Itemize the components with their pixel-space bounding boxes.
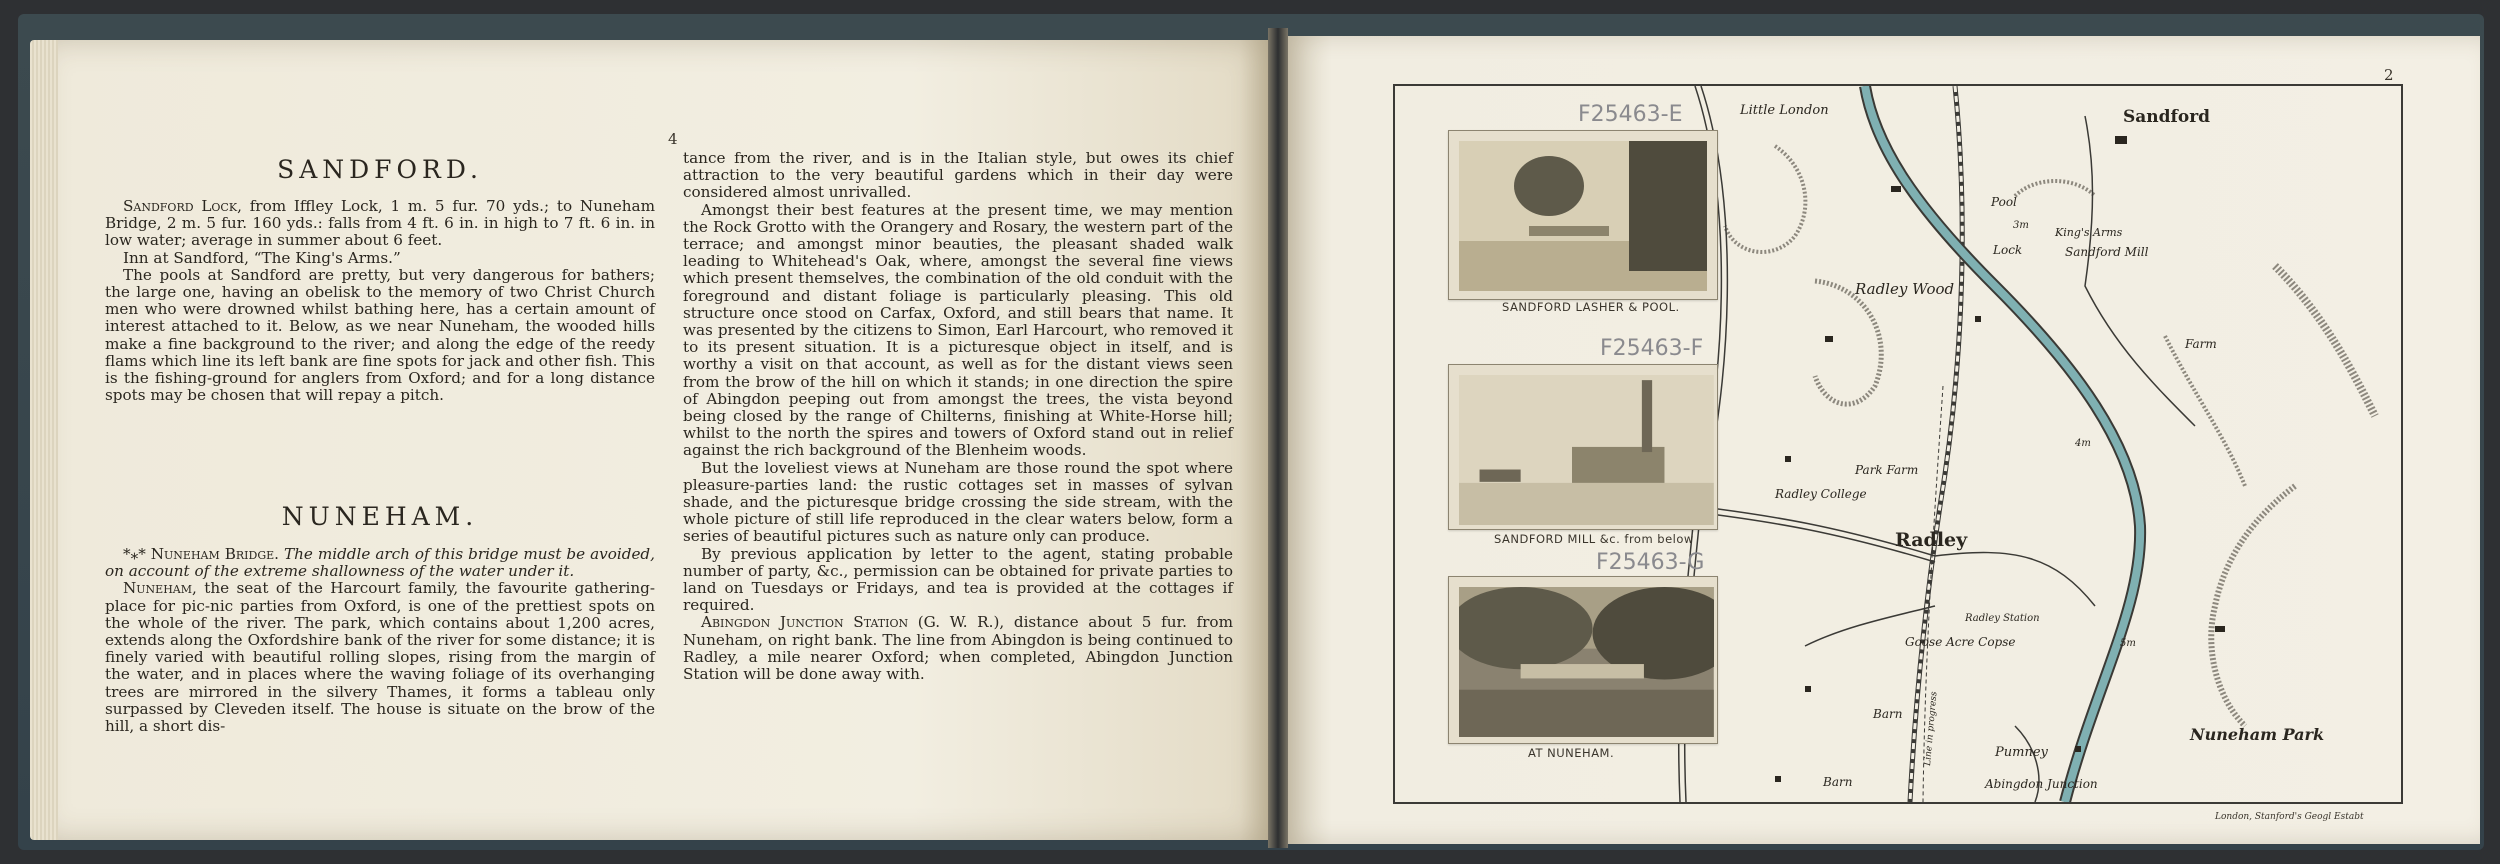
sandford-pools-text: The pools at Sandford are pretty, but very dangerous for bathers; the large one, having an obelisk to the memory of two Christ Church men who were drowned whilst bathing here, has a certain amount of interest attached to it. Below, as we near Nuneham, the wooded hills make a fine background to the river; and along the edge of the reedy flams which line its left bank are fine spots for jack and other fish. This is the fishing-ground for anglers from Oxford; and for a long distance spots may be chosen that will repay a pitch.: [105, 265, 655, 405]
permission-text: By previous application by letter to the agent, stating probable number of party, &c., permission can be obtained for private parties to land on Tuesdays or Fridays, and tea is provided at the cottages if required.: [683, 544, 1233, 615]
pencil-note-3: F25463-G: [1596, 550, 1705, 575]
nuneham-description: , the seat of the Harcourt family, the favourite gathering-place for pic-nic parties from Oxford, is one of the prettiest spots on the whole of the river. The park, which contains about 1,200 acres, extends along the Oxfordshire bank of the river for some distance; it is finely varied with beautiful rolling slopes, rising from the margin of the water, and in places where the waving foliage of its overhanging trees are mirrored in the silvery Thames, it forms a tableau only surpassed by Cleveden itself. The house is situate on the brow of the hill, a short dis-: [105, 579, 655, 736]
sandford-lock-text: , from Iffley Lock, 1 m. 5 fur. 70 yds.; to Nuneham Bridge, 2 m. 5 fur. 160 yds.: falls from 4 ft. 6 in. in high to 7 ft. 6 in. in low water; average in summer about 6 feet.: [105, 197, 655, 250]
map-label-barn-1: Barn: [1873, 707, 1903, 721]
nuneham-bridge-note: The middle arch of this bridge must be avoided, on account of the extreme shallowness of the water under it.: [105, 545, 655, 581]
heading-sandford: SANDFORD.: [277, 155, 483, 184]
photo-at-nuneham: [1448, 576, 1718, 744]
pencil-note-2: F25463-F: [1600, 336, 1704, 361]
map-label-radley-wood: Radley Wood: [1855, 280, 1955, 298]
heading-nuneham: NUNEHAM.: [281, 502, 479, 531]
sandford-inn-text: Inn at Sandford, “The King's Arms.”: [123, 248, 401, 267]
photo-sandford-lasher-image: [1459, 141, 1707, 291]
map-label-pumney: Pumney: [1995, 745, 2048, 760]
features-text: Amongst their best features at the present time, we may mention the Rock Grotto with the Orangery and Rosary, the western part of the terrace; and amongst minor beauties, the pleasant shaded walk leading to Whitehead's Oak, where, amongst the several fine views which present themselves, the combination of the old conduit with the foreground and distant foliage is particularly pleasing. This old structure once stood on Carfax, Oxford, and still bears that name. It was presented by the citizens to Simon, Earl Harcourt, who removed it to its present situation. It is a picturesque object in itself, and is worthy a visit on that account, as well as for the distant views seen from the brow of the hill on which it stands; in one direction the spire of Abingdon peeping out from amongst the trees, the vista beyond being closed by the range of Chilterns, finishing at White-Horse hill; whilst to the north the spires and towers of Oxford stand out in relief against the rich background of the Blenheim woods.: [683, 200, 1233, 460]
gardens-text: tance from the river, and is in the Italian style, but owes its chief attraction to the very beautiful gardens which in their day were considered almost unrivalled.: [683, 149, 1233, 202]
photo-sandford-mill: [1448, 364, 1718, 530]
map-label-park-farm: Park Farm: [1855, 463, 1919, 477]
map-label-sandford-mill: Sandford Mill: [2065, 245, 2149, 259]
map-label-5m: 5m: [2120, 638, 2136, 649]
map-label-radley-station: Radley Station: [1965, 613, 2040, 624]
map-label-3m: 3m: [2013, 220, 2029, 231]
book-gutter: [1268, 28, 1288, 848]
photo-at-nuneham-image: [1459, 587, 1714, 737]
station-text: (G. W. R.), distance about 5 fur. from Nuneham, on right bank. The line from Abingdon is being continued to Radley, a mile nearer Oxford; when completed, Abingdon Junction Station will be done away with.: [683, 613, 1233, 684]
map-imprint: London, Stanford's Geogl Estabt: [2215, 812, 2364, 822]
map-label-lock: Lock: [1993, 243, 2023, 257]
map-label-kings-arms: King's Arms: [2055, 226, 2123, 239]
sandford-lock-label: Sandford Lock: [123, 197, 238, 215]
map-label-barn-2: Barn: [1823, 775, 1853, 789]
left-page-number: 4: [668, 130, 678, 148]
right-page-number: 2: [2384, 66, 2394, 84]
map-label-nuneham-park: Nuneham Park: [2190, 725, 2325, 744]
nuneham-text: [105, 546, 655, 735]
pencil-note-1: F25463-E: [1578, 102, 1683, 127]
photo-sandford-mill-image: [1459, 375, 1714, 525]
nuneham-continued-text: [683, 150, 1233, 683]
map-label-4m: 4m: [2075, 438, 2091, 449]
station-label: Abingdon Junction Station: [701, 613, 909, 632]
map-label-radley: Radley: [1895, 529, 1968, 551]
caption-sandford-mill: SANDFORD MILL &c. from below: [1494, 532, 1694, 546]
views-text: But the loveliest views at Nuneham are those round the spot where pleasure-parties land: the rustic cottages set in masses of sylvan shade, and the picturesque bridge crossing the side stream, with the whole picture of still life reproduced in the clear waters below, form a series of beautiful pictures such as nature only can produce.: [683, 458, 1233, 546]
map-label-radley-college: Radley College: [1775, 487, 1867, 501]
map-label-abingdon-junction: Abingdon Junction: [1985, 777, 2098, 791]
photo-sandford-lasher: [1448, 130, 1718, 300]
map-label-farm: Farm: [2185, 337, 2217, 351]
map-label-goose-acre-copse: Goose Acre Copse: [1905, 635, 2016, 649]
nuneham-label: Nuneham: [123, 579, 193, 598]
sandford-text: [105, 198, 655, 404]
map-label-line-in-progress: Line in progress: [1923, 691, 1940, 767]
map-label-sandford: Sandford: [2123, 107, 2211, 127]
nuneham-bridge-label: Nuneham Bridge.: [150, 545, 279, 563]
note-marks: *⁎*: [123, 545, 146, 563]
map-label-pool: Pool: [1991, 195, 2017, 209]
map-label-little-london: Little London: [1740, 103, 1829, 118]
caption-sandford-lasher: SANDFORD LASHER & POOL.: [1502, 300, 1680, 314]
caption-at-nuneham: AT NUNEHAM.: [1528, 746, 1615, 760]
